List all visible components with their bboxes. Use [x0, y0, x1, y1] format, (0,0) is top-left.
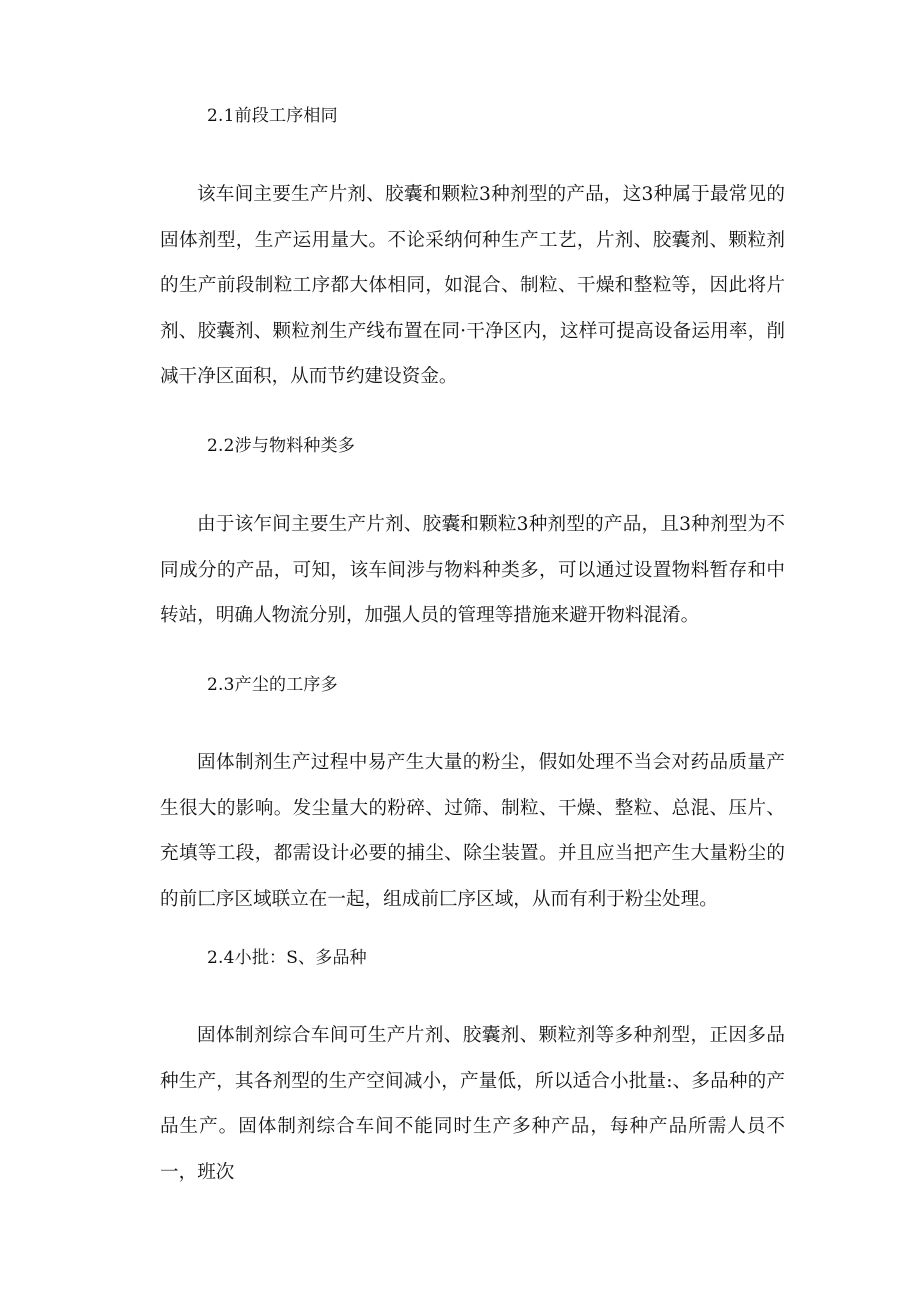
section-heading-2-3: 2.3产尘的工序多 [207, 675, 338, 695]
section-paragraph-2-4: 固体制剂综合车间可生产片剂、胶囊剂、颗粒剂等多种剂型，正因多品种生产，其各剂型的生产空间减小，产量低，所以适合小批量:、多品种的产品生产。固体制剂综合车间不能同时生产多种产品，每种产品所需人员不一，班次 [160, 1025, 785, 1183]
section-paragraph-2-3: 固体制剂生产过程中易产生大量的粉尘，假如处理不当会对药品质量产生很大的影响。发尘量大的粉碎、过筛、制粒、干燥、整粒、总混、压片、充填等工段，都需设计必要的捕尘、除尘装置。并且应当把产生大量粉尘的的前匚序区域联立在一起，组成前匚序区域，从而有利于粉尘处理。 [160, 752, 785, 910]
section-heading-2-4: 2.4小批：S、多品种 [207, 948, 367, 968]
section-paragraph-2-1: 该车间主要生产片剂、胶囊和颗粒3种剂型的产品，这3种属于最常见的固体剂型，生产运用量大。不论采纳何种生产工艺，片剂、胶囊剂、颗粒剂的生产前段制粒工序都大体相同，如混合、制粒、干燥和整粒等，因此将片剂、胶囊剂、颗粒剂生产线布置在同·干净区内，这样可提高设备运用率，削减干净区面积，从而节约建设资金。 [160, 184, 785, 387]
section-heading-2-2: 2.2涉与物料种类多 [207, 436, 356, 456]
section-heading-2-1: 2.1前段工序相同 [207, 106, 338, 126]
section-paragraph-2-2: 由于该乍间主要生产片剂、胶囊和颗粒3种剂型的产品，且3种剂型为不同成分的产品，可知，该车间涉与物料种类多，可以通过设置物料暂存和中转站，明确人物流分别，加强人员的管理等措施来避开物料混淆。 [160, 514, 785, 626]
